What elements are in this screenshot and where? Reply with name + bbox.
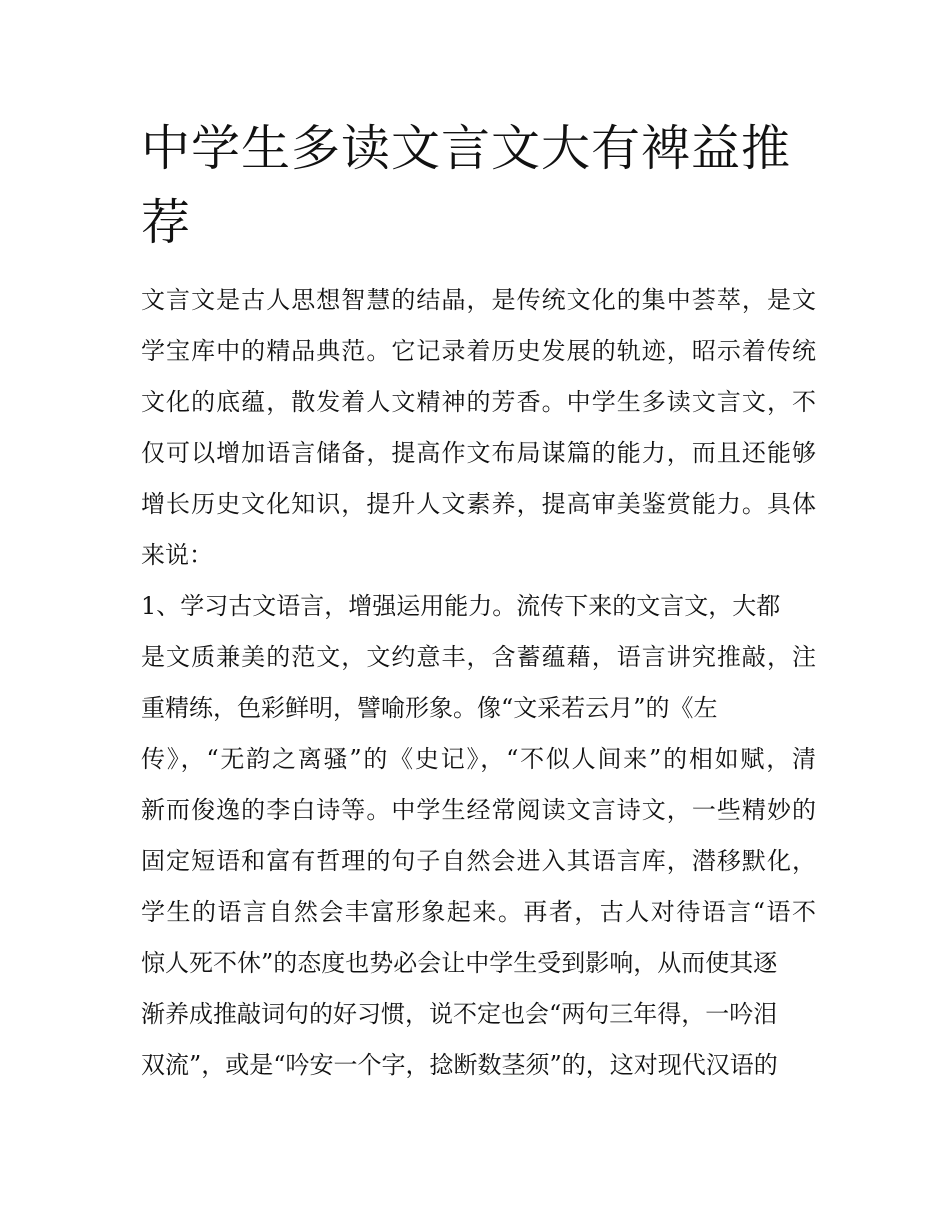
text-line: 是文质兼美的范文，文约意丰，含蓄蕴藉，语言讲究推敲，注 bbox=[141, 643, 816, 671]
text-line: 仅可以增加语言储备，提高作文布局谋篇的能力，而且还能够 bbox=[141, 439, 816, 467]
text-line: 来说： bbox=[141, 541, 213, 569]
text-line: 渐养成推敲词句的好习惯，说不定也会“两句三年得，一吟泪 bbox=[141, 1000, 778, 1028]
document-title: 中学生多读文言文大有裨益推荐 bbox=[141, 120, 792, 251]
text-line: 文化的底蕴，散发着人文精神的芳香。中学生多读文言文，不 bbox=[141, 388, 816, 416]
text-line: 固定短语和富有哲理的句子自然会进入其语言库，潜移默化， bbox=[141, 847, 816, 875]
document-body bbox=[141, 275, 816, 1091]
text-line: 双流”，或是“吟安一个字，捻断数茎须”的，这对现代汉语的 bbox=[141, 1051, 778, 1079]
paragraph-intro bbox=[141, 275, 816, 581]
text-line: 增长历史文化知识，提升人文素养，提高审美鉴赏能力。具体 bbox=[141, 490, 816, 518]
text-line: 学生的语言自然会丰富形象起来。再者，古人对待语言“语不 bbox=[141, 898, 816, 926]
text-line: 重精练，色彩鲜明，譬喻形象。像“文采若云月”的《左 bbox=[141, 694, 718, 722]
text-line: 文言文是古人思想智慧的结晶，是传统文化的集中荟萃，是文 bbox=[141, 286, 816, 314]
text-line: 新而俊逸的李白诗等。中学生经常阅读文言诗文，一些精妙的 bbox=[141, 796, 816, 824]
text-line: 惊人死不休”的态度也势必会让中学生受到影响，从而使其逐 bbox=[141, 949, 778, 977]
paragraph-point-1 bbox=[141, 581, 816, 1091]
text-line: 传》，“无韵之离骚”的《史记》，“不似人间来”的相如赋，清 bbox=[141, 745, 816, 773]
text-line: 1、学习古文语言，增强运用能力。流传下来的文言文，大都 bbox=[141, 592, 781, 620]
text-line: 学宝库中的精品典范。它记录着历史发展的轨迹，昭示着传统 bbox=[141, 337, 816, 365]
